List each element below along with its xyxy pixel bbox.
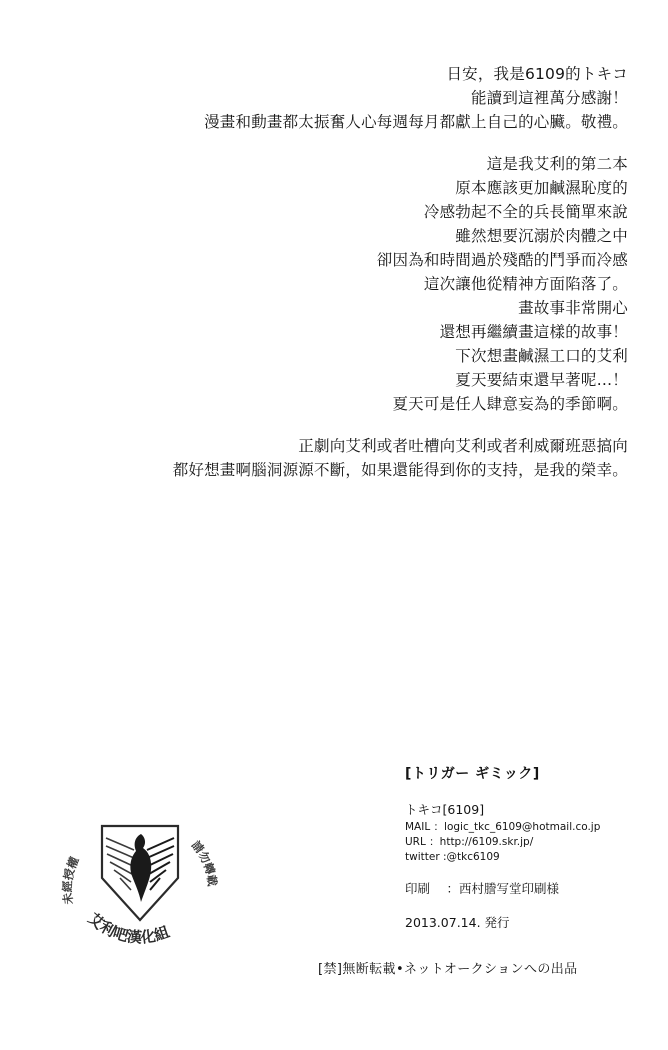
afterword-line: 還想再繼續畫這樣的故事！ — [439, 323, 628, 342]
afterword-line: 夏天要結束還早著呢…！ — [455, 371, 628, 390]
afterword-line: 雖然想要沉溺於肉體之中 — [455, 227, 628, 246]
contact-twitter: twitter :@tkc6109 — [405, 850, 500, 863]
contact-mail: MAIL ：logic_tkc_6109@hotmail.co.jp — [405, 821, 601, 833]
author-name: トキコ[6109] — [405, 802, 485, 817]
afterword-line: 漫畫和動畫都太振奮人心每週每月都獻上自己的心臟。敬禮。 — [204, 113, 628, 132]
afterword-line: 卻因為和時間過於殘酷的鬥爭而冷感 — [376, 251, 628, 270]
afterword-line: 能讀到這裡萬分感謝！ — [470, 89, 628, 108]
afterword-paragraph-closing — [40, 434, 628, 482]
colophon-block — [405, 763, 655, 931]
stamp-left-text: 未經授權 — [60, 854, 82, 906]
publication-date: 2013.07.14. 発行 — [405, 914, 510, 930]
afterword-text-block — [40, 62, 628, 482]
stamp-group-name: 艾利吧漢化組 — [84, 909, 172, 947]
afterword-line: 日安，我是6109的トキコ — [446, 65, 628, 83]
printer-info: 印刷 ：西村謄写堂印刷様 — [405, 880, 559, 896]
afterword-line: 這次讓他從精神方面陷落了。 — [423, 275, 628, 294]
afterword-line: 夏天可是任人肆意妄為的季節啊。 — [392, 395, 628, 414]
wings-of-freedom-emblem — [102, 826, 178, 920]
afterword-line: 都好想畫啊腦洞源源不斷，如果還能得到你的支持，是我的榮幸。 — [172, 461, 628, 480]
afterword-paragraph-greeting — [40, 62, 628, 134]
doujin-title: [トリガー ギミック] — [405, 766, 540, 782]
afterword-line: 冷感勃起不全的兵長簡單來說 — [423, 203, 628, 222]
afterword-paragraph-about-book — [40, 152, 628, 416]
stamp-right-text: 請勿轉載 — [188, 838, 220, 888]
afterword-line: 原本應該更加鹹濕恥度的 — [455, 179, 628, 198]
afterword-line: 這是我艾利的第二本 — [486, 155, 628, 174]
afterword-line: 畫故事非常開心 — [518, 299, 628, 318]
contact-url: URL ：http://6109.skr.jp/ — [405, 835, 534, 848]
afterword-line: 正劇向艾利或者吐槽向艾利或者利威爾班惡搞向 — [298, 437, 628, 456]
afterword-line: 下次想畫鹹濕工口的艾利 — [455, 347, 628, 366]
reprint-notice: [禁]無断転載•ネットオークションへの出品 — [318, 962, 578, 977]
scanlation-group-stamp — [52, 790, 228, 966]
contact-info — [405, 820, 655, 865]
